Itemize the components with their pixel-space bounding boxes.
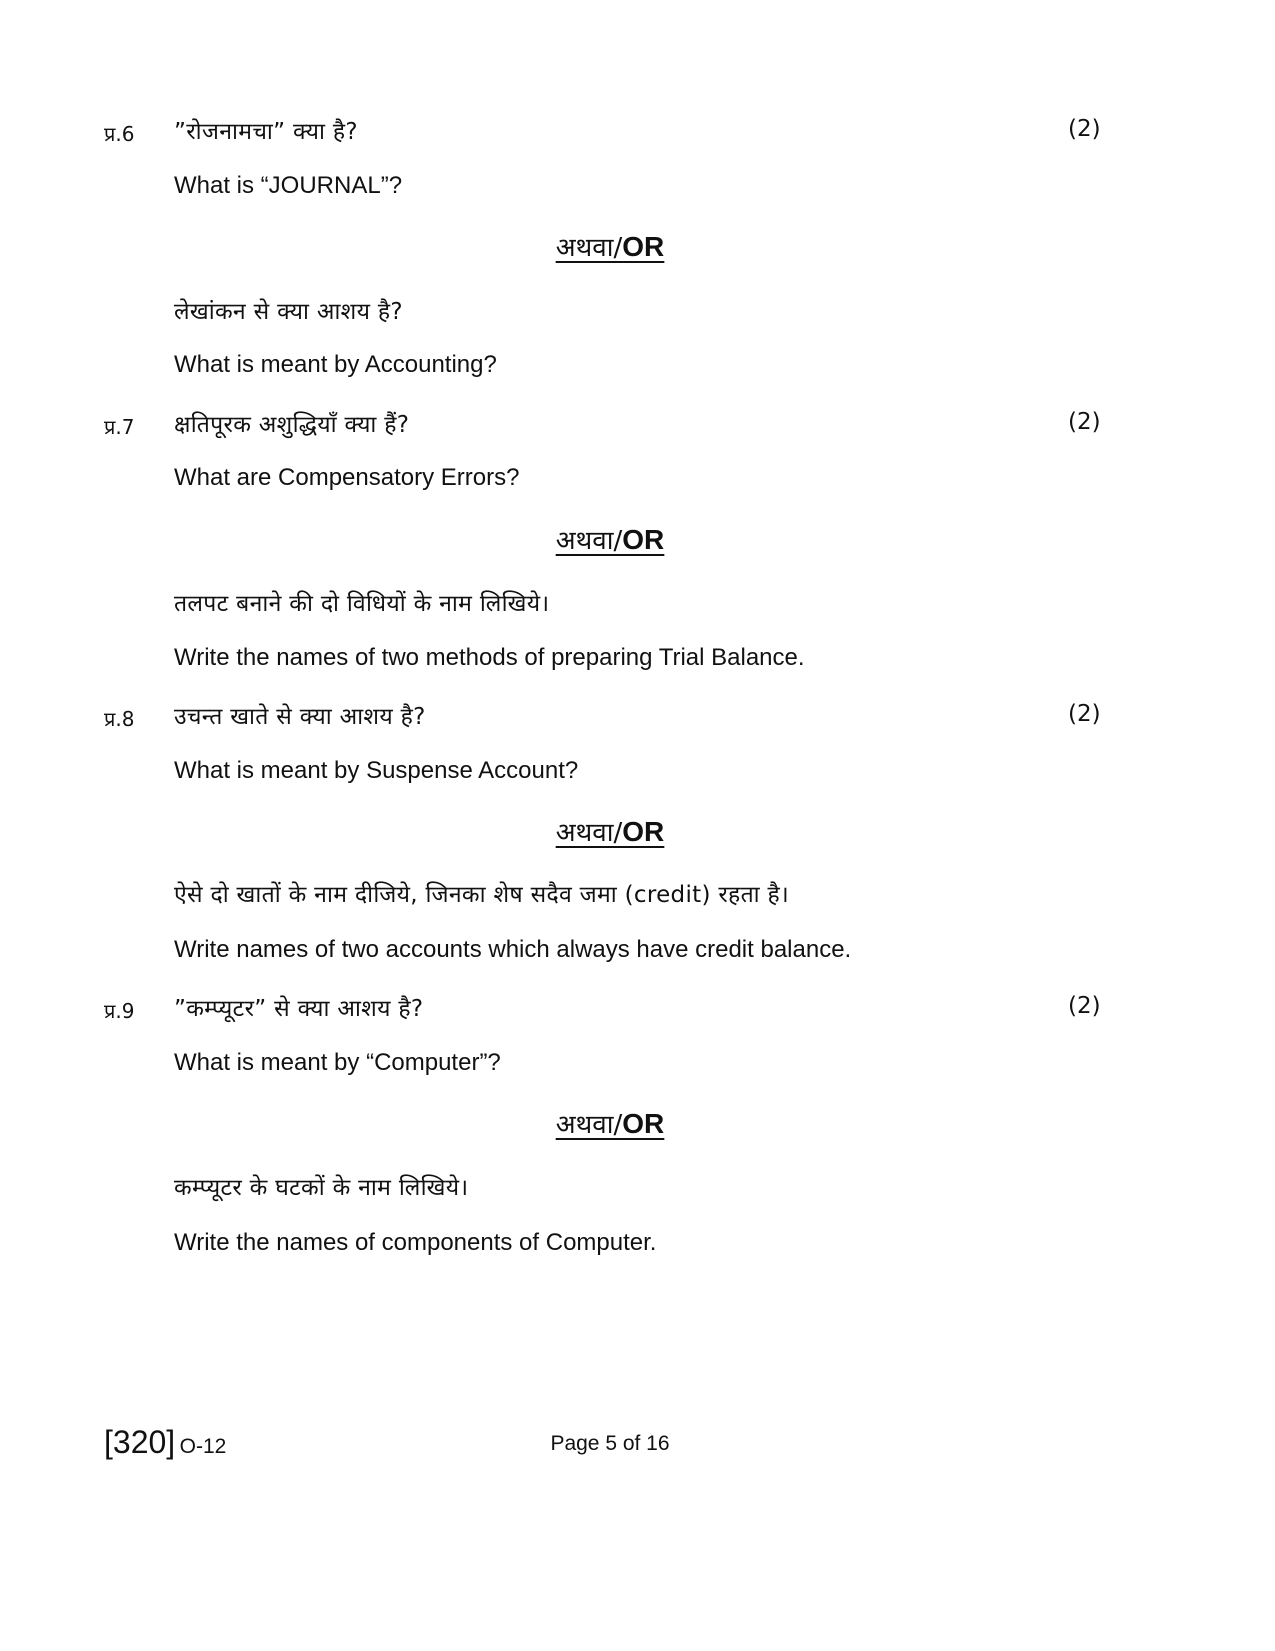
- or-divider-separator: /: [613, 526, 623, 556]
- question-7: [0, 407, 1275, 447]
- question-english: What are Compensatory Errors?: [174, 464, 520, 491]
- question-hindi: क्षतिपूरक अशुद्धियाँ क्या हैं?: [174, 412, 410, 438]
- question-marks: (2): [1068, 116, 1101, 142]
- question-marks: (2): [1068, 409, 1101, 435]
- paper-set: O-12: [179, 1435, 227, 1458]
- alternative-question-hindi: ऐसे दो खातों के नाम दीजिये, जिनका शेष सदैव जमा (credit) रहता है।: [174, 882, 790, 908]
- question-english: What is meant by Suspense Account?: [174, 757, 579, 784]
- question-marks: (2): [1068, 993, 1101, 1019]
- paper-code-number: [320]: [104, 1424, 176, 1460]
- question-hindi: उचन्त खाते से क्या आशय है?: [174, 704, 426, 730]
- or-divider-separator: /: [613, 1110, 623, 1140]
- or-divider-hindi: अथवा: [555, 526, 614, 556]
- question-number: प्र.6: [104, 122, 135, 146]
- or-divider: [0, 813, 1220, 849]
- question-hindi: ”कम्प्यूटर” से क्या आशय है?: [174, 996, 424, 1022]
- or-divider-hindi: अथवा: [555, 1110, 614, 1140]
- alternative-question-hindi: तलपट बनाने की दो विधियों के नाम लिखिये।: [174, 591, 550, 617]
- or-divider: [0, 521, 1220, 557]
- or-divider: [0, 1105, 1220, 1141]
- or-divider-english: OR: [622, 524, 665, 555]
- alternative-question-english: Write the names of two methods of preparing Trial Balance.: [174, 644, 805, 671]
- or-divider-separator: /: [613, 818, 623, 848]
- question-number: प्र.7: [104, 415, 135, 439]
- alternative-question-english: Write names of two accounts which always have credit balance.: [174, 936, 852, 963]
- alternative-question-english: Write the names of components of Computer.: [174, 1229, 657, 1256]
- question-marks: (2): [1068, 701, 1101, 727]
- question-english: What is “JOURNAL”?: [174, 172, 403, 199]
- or-divider-separator: /: [613, 233, 623, 263]
- question-english: What is meant by “Computer”?: [174, 1049, 501, 1076]
- question-8: [0, 699, 1275, 739]
- question-9: [0, 991, 1275, 1031]
- page-number: Page 5 of 16: [550, 1432, 670, 1455]
- question-number: प्र.8: [104, 707, 135, 731]
- or-divider-hindi: अथवा: [555, 818, 614, 848]
- question-hindi: ”रोजनामचा” क्या है?: [174, 119, 358, 145]
- question-number: प्र.9: [104, 999, 135, 1023]
- or-divider-english: OR: [622, 231, 665, 262]
- alternative-question-english: What is meant by Accounting?: [174, 351, 497, 378]
- or-divider-english: OR: [622, 1108, 665, 1139]
- alternative-question-hindi: कम्प्यूटर के घटकों के नाम लिखिये।: [174, 1175, 469, 1201]
- alternative-question-hindi: लेखांकन से क्या आशय है?: [174, 299, 403, 325]
- or-divider: [0, 228, 1220, 264]
- or-divider-english: OR: [622, 816, 665, 847]
- or-divider-hindi: अथवा: [555, 233, 614, 263]
- question-6: [0, 114, 1275, 154]
